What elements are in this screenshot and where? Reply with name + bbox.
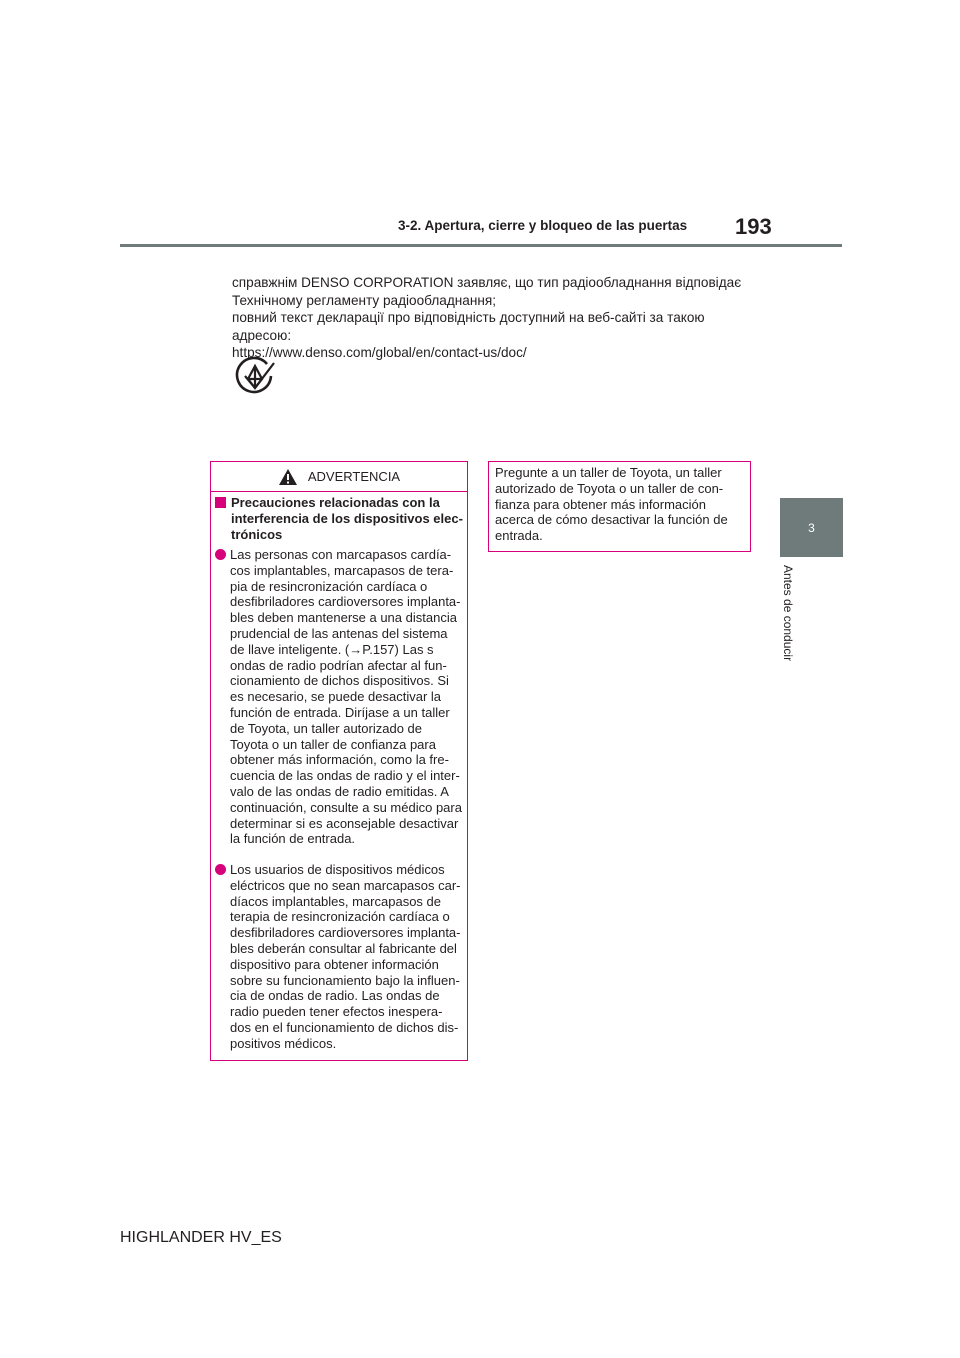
text-line: valo de las ondas de radio emitidas. A — [230, 783, 449, 799]
text-line: autorizado de Toyota o un taller de con- — [495, 480, 724, 496]
text-line: determinar si es aconsejable desactivar — [230, 815, 459, 831]
circle-bullet-icon — [215, 549, 226, 560]
text-line: cionamiento de dichos dispositivos. Si — [230, 673, 449, 689]
ukrsepro-mark-icon — [234, 355, 276, 397]
declaration-line: справжнім DENSO CORPORATION заявляє, що тип радіообладнання відповідає — [232, 275, 742, 290]
declaration-url[interactable]: https://www.denso.com/global/en/contact-us/doc/ — [232, 345, 527, 361]
warning-triangle-icon — [278, 468, 298, 486]
continuation-box — [488, 461, 751, 552]
header-rule — [120, 244, 842, 247]
section-title: 3-2. Apertura, cierre y bloqueo de las puertas — [398, 218, 688, 233]
text-line: de llave inteligente. (→P.157) Las s — [230, 641, 434, 657]
text-line: bles deben mantenerse a una distancia — [230, 610, 457, 626]
text-line: la función de entrada. — [230, 831, 356, 847]
text-line: terapia de resincronización cardíaca o — [230, 909, 450, 925]
page-number: 193 — [735, 214, 772, 239]
warning-header — [211, 462, 467, 492]
chapter-label: Antes de conducir — [781, 565, 795, 662]
chapter-tab[interactable] — [780, 498, 843, 557]
text-line: pia de resincronización cardíaca o — [230, 578, 428, 594]
text-line: fianza para obtener más información — [495, 496, 707, 512]
square-bullet-icon — [215, 497, 226, 508]
text-line: prudencial de las antenas del sistema — [230, 625, 448, 641]
text-line: dispositivo para obtener información — [230, 956, 439, 972]
text-line: cuencia de las ondas de radio y el inter- — [230, 768, 460, 784]
text-line: Las personas con marcapasos cardía- — [230, 547, 452, 562]
ukraine-declaration — [232, 274, 752, 362]
text-line: radio pueden tener efectos inespera- — [230, 1004, 443, 1020]
text-line: ondas de radio podrían afectar al fun- — [230, 657, 447, 673]
text-line: desfibriladores cardioversores implanta- — [230, 594, 461, 610]
text-line: Toyota o un taller de confianza para — [230, 736, 436, 752]
text-line: cia de ondas de radio. Las ondas de — [230, 988, 440, 1004]
text-line: obtener más información, como la fre- — [230, 752, 449, 768]
text-line: cos implantables, marcapasos de tera- — [230, 562, 454, 578]
warning-bullet-2 — [215, 862, 465, 1052]
text-line: acerca de cómo desactivar la función de — [495, 512, 728, 528]
circle-bullet-icon — [215, 864, 226, 875]
text-line: continuación, consulte a su médico para — [230, 799, 462, 815]
text-line: desfibriladores cardioversores implanta- — [230, 925, 461, 941]
text-line: sobre su funcionamiento bajo la influen- — [230, 972, 460, 988]
warning-bullet-1 — [215, 547, 465, 847]
text-line: de Toyota, un taller autorizado de — [230, 720, 423, 736]
declaration-line: повний текст декларації про відповідність доступний на веб-сайті за такою адресою: — [232, 310, 705, 343]
text-line: función de entrada. Diríjase a un taller — [230, 704, 450, 720]
warning-title: Precauciones relacionadas con la interferencia de los dispositivos elec-trónicos — [215, 495, 465, 543]
footer-model: HIGHLANDER HV_ES — [120, 1229, 282, 1246]
text-line: eléctricos que no sean marcapasos car- — [230, 877, 461, 893]
text-line: entrada. — [495, 528, 543, 544]
text-line: díacos implantables, marcapasos de — [230, 893, 442, 909]
text-line: dos en el funcionamiento de dichos dis- — [230, 1019, 459, 1035]
text-line: positivos médicos. — [230, 1035, 337, 1051]
declaration-line: Технічному регламенту радіообладнання; — [232, 292, 496, 308]
text-line: bles deberán consultar al fabricante del — [230, 940, 457, 956]
text-line: Los usuarios de dispositivos médicos — [230, 862, 445, 877]
text-line: Pregunte a un taller de Toyota, un taller — [495, 465, 722, 480]
chapter-number: 3 — [808, 520, 815, 535]
text-line: es necesario, se puede desactivar la — [230, 689, 442, 705]
warning-box — [210, 461, 468, 1061]
warning-label: ADVERTENCIA — [307, 469, 401, 484]
